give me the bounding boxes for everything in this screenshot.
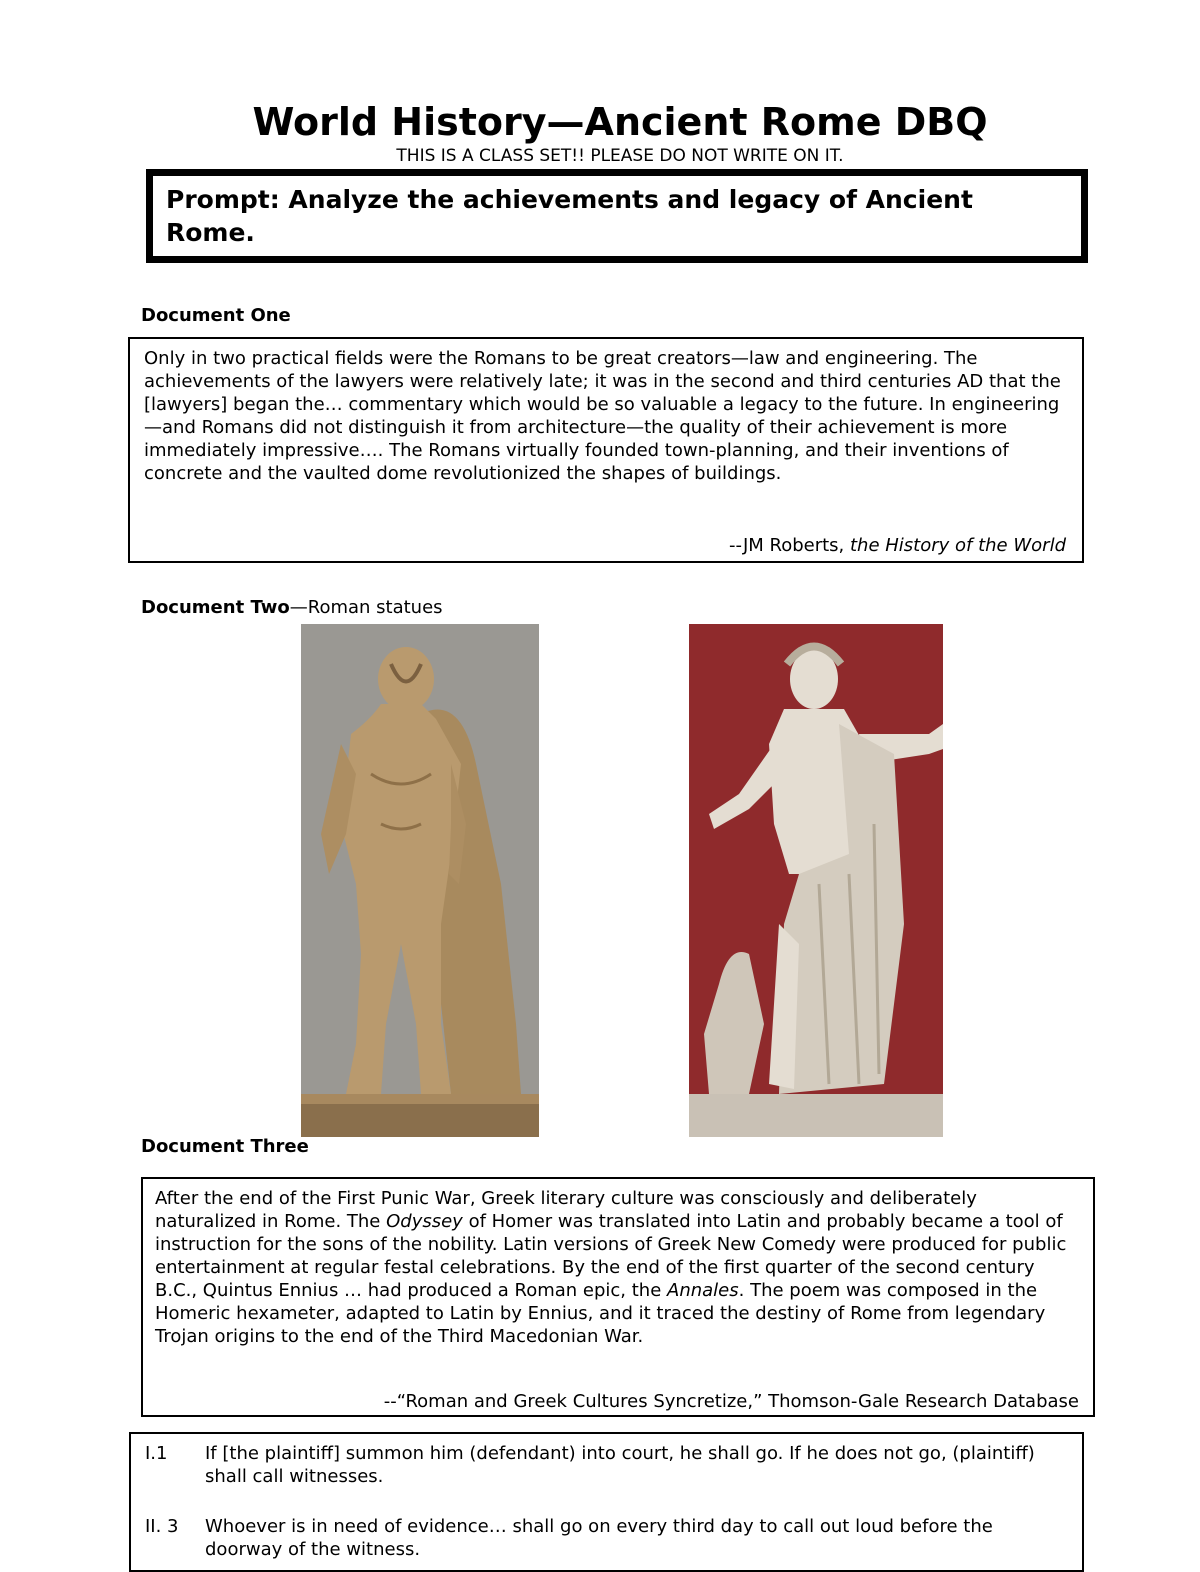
emperor-statue-illustration [689,624,943,1137]
document-three-heading: Document Three [141,1136,309,1157]
hercules-statue-illustration [301,624,539,1137]
document-three-attribution: --“Roman and Greek Cultures Syncretize,” Thomson-Gale Research Database [383,1391,1079,1412]
prompt-box [146,169,1088,263]
law-number: II. 3 [145,1516,179,1537]
emperor-statue-image [689,624,943,1137]
document-one-heading: Document One [141,305,291,326]
law-item [145,1442,1068,1492]
page-title: World History—Ancient Rome DBQ [252,100,988,144]
prompt-text: Prompt: Analyze the achievements and legacy of Ancient Rome. [166,185,973,247]
document-three-box [141,1177,1095,1417]
document-one-box [128,337,1084,563]
law-number: I.1 [145,1443,168,1464]
hercules-statue-image [301,624,539,1137]
document-two-heading: Document Two—Roman statues [141,597,443,618]
document-three-text: After the end of the First Punic War, Greek literary culture was consciously and deliberately naturalized in Rome. The Odyssey of Homer was translated into Latin and probably became a tool of instruction for the sons of the nobility. Latin versions of Greek New Comedy were produced for public entertainment at regular festal celebrations. By the end of the first quarter of the second century B.C., Quintus Ennius … had produced a Roman epic, the Annales. The poem was composed in the Homeric hexameter, adapted to Latin by Ennius, and it traced the destiny of Rome from legendary Trojan origins to the end of the Third Macedonian War. [155,1188,1067,1347]
law-item [145,1515,1068,1565]
document-one-attribution: --JM Roberts, the History of the World [728,535,1066,556]
document-four-box [129,1432,1084,1572]
document-one-text: Only in two practical fields were the Romans to be great creators—law and engineering. The achievements of the lawyers were relatively late; it was in the second and third centuries AD that the [lawyers] began the… commentary which would be so valuable a legacy to the future. In engineering—and Romans did not distinguish it from architecture—the quality of their achievement is more immediately impressive…. The Romans virtually founded town-planning, and their inventions of concrete and the vaulted dome revolutionized the shapes of buildings. [144,348,1061,484]
class-set-notice: THIS IS A CLASS SET!! PLEASE DO NOT WRITE ON IT. [396,146,844,166]
law-text: Whoever is in need of evidence… shall go on every third day to call out loud before the doorway of the witness. [205,1516,993,1560]
law-text: If [the plaintiff] summon him (defendant) into court, he shall go. If he does not go, (plaintiff) shall call witnesses. [205,1443,1035,1487]
